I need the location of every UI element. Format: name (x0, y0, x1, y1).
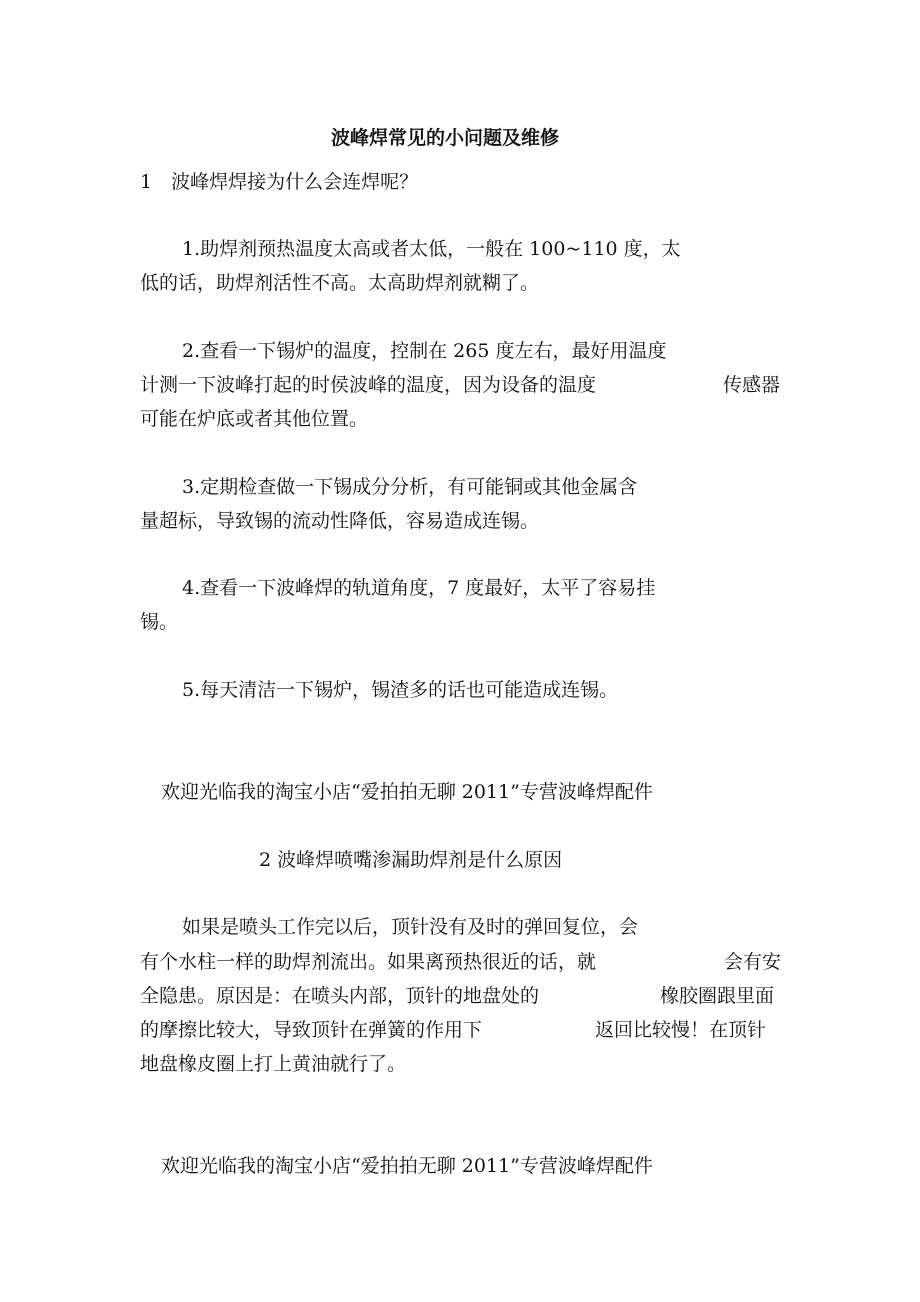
paragraph-line: 的摩擦比较大，导致顶针在弹簧的作用下 (140, 1019, 483, 1041)
paragraph-line: 低的话，助焊剂活性不高。太高助焊剂就糊了。 (140, 272, 540, 294)
paragraph-line: 如果是喷头工作完以后，顶针没有及时的弹回复位，会 (182, 916, 639, 938)
page-title: 波峰焊常见的小问题及维修 (331, 127, 560, 149)
paragraph-line: 3.定期检查做一下锡成分分析，有可能铜或其他金属含 (182, 476, 638, 498)
paragraph-line-fragment: 传感器 (723, 374, 781, 396)
section-2-heading: 2 波峰焊喷嘴渗漏助焊剂是什么原因 (259, 849, 563, 871)
paragraph-line: 全隐患。原因是：在喷头内部，顶针的地盘处的 (140, 985, 540, 1007)
paragraph-line: 量超标，导致锡的流动性降低，容易造成连锡。 (140, 510, 540, 532)
paragraph-line: 地盘橡皮圈上打上黄油就行了。 (140, 1053, 407, 1075)
paragraph-line-fragment: 会有安 (724, 951, 782, 973)
paragraph-line-fragment: 橡胶圈跟里面 (660, 985, 775, 1007)
paragraph-line-fragment: 返回比较慢！在顶针 (595, 1019, 767, 1041)
shop-promo-line: 欢迎光临我的淘宝小店“爱拍拍无聊 2011”专营波峰焊配件 (161, 781, 653, 803)
paragraph-line: 计测一下波峰打起的时侯波峰的温度，因为设备的温度 (140, 374, 597, 396)
paragraph-line: 2.查看一下锡炉的温度，控制在 265 度左右，最好用温度 (182, 340, 667, 362)
paragraph-line: 可能在炉底或者其他位置。 (140, 408, 369, 430)
paragraph-line: 有个水柱一样的助焊剂流出。如果离预热很近的话，就 (140, 951, 597, 973)
paragraph-line: 1.助焊剂预热温度太高或者太低，一般在 100~110 度，太 (182, 238, 681, 260)
paragraph-line: 锡。 (140, 611, 179, 633)
shop-promo-line: 欢迎光临我的淘宝小店“爱拍拍无聊 2011”专营波峰焊配件 (161, 1155, 653, 1177)
paragraph-line: 4.查看一下波峰焊的轨道角度，7 度最好，太平了容易挂 (182, 577, 656, 599)
paragraph-line: 5.每天清洁一下锡炉，锡渣多的话也可能造成连锡。 (182, 679, 619, 701)
section-1-heading: 1 波峰焊焊接为什么会连焊呢？ (140, 171, 419, 193)
